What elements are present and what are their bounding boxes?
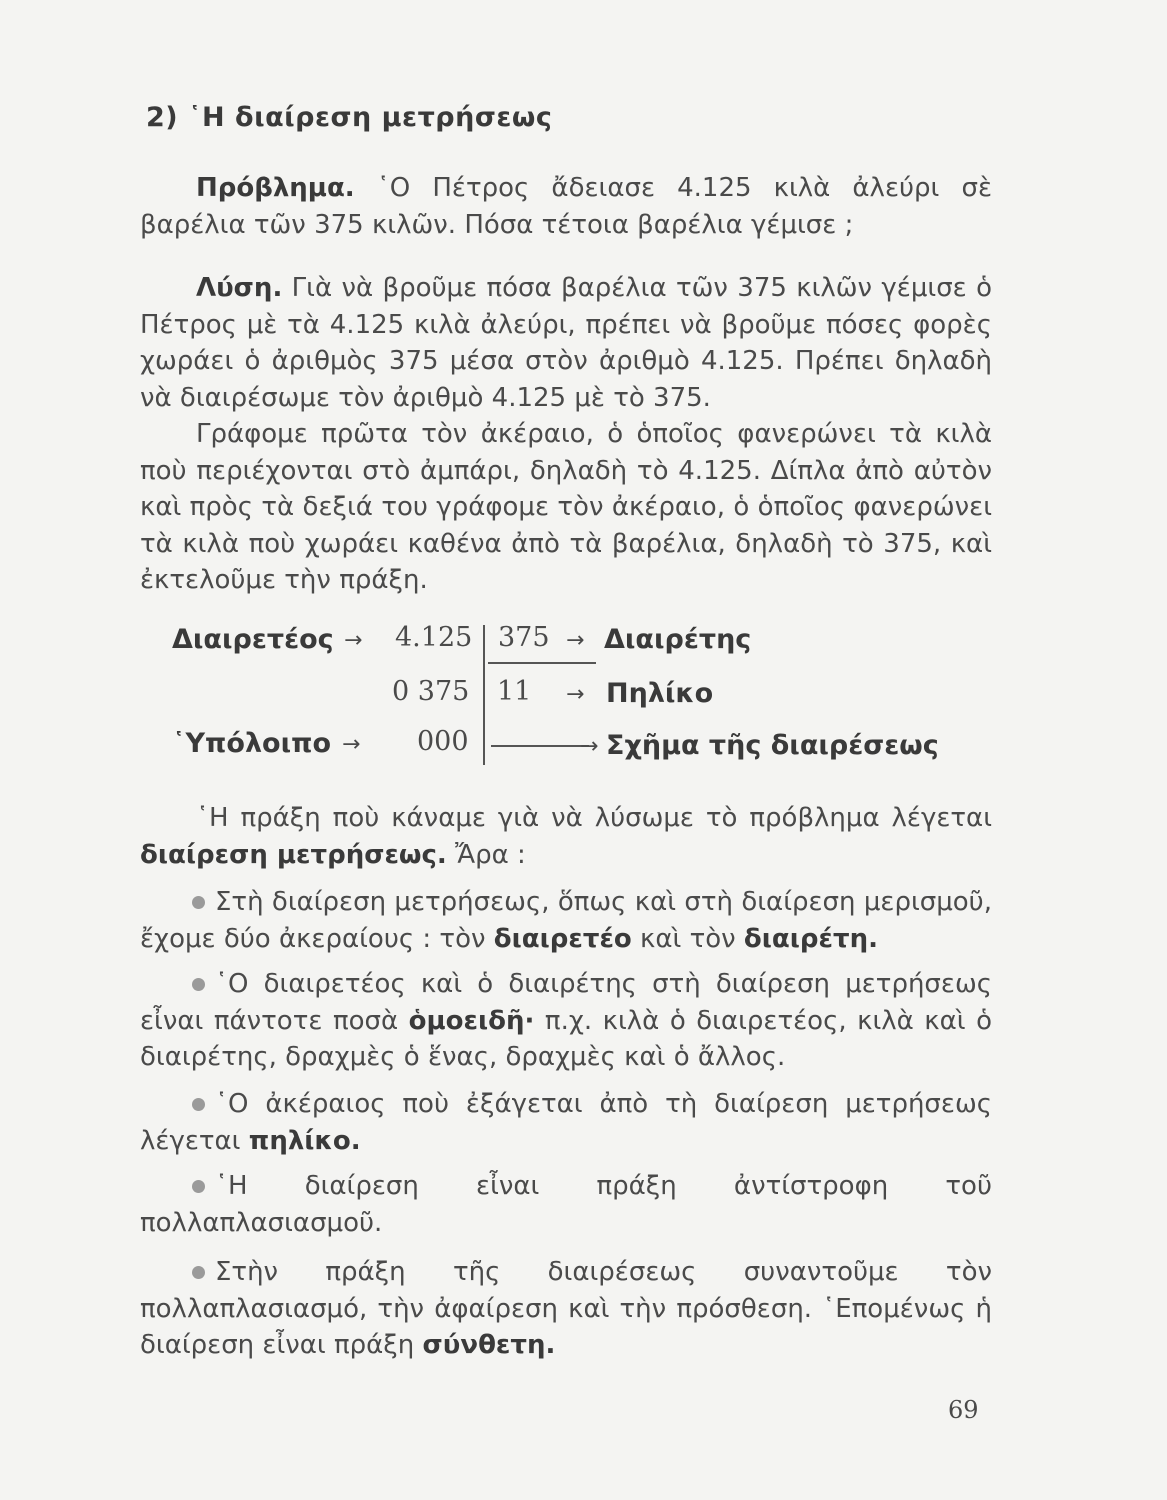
- bullet-icon: [192, 896, 205, 909]
- rule-term: διαιρετέο: [493, 923, 632, 954]
- partial-value: 0 375: [392, 676, 470, 707]
- arrow-icon: →: [566, 628, 585, 653]
- arrow-icon: →: [580, 734, 599, 759]
- rule-text: ῾Η διαίρεση εἶναι πράξη ἀντίστροφη τοῦ πολλαπλασιασμοῦ.: [140, 1171, 992, 1238]
- dividend-label: Διαιρετέος: [172, 624, 334, 655]
- rule-text: ῾Ο ἀκέραιος ποὺ ἐξάγεται ἀπὸ τὴ διαίρεση μετρήσεως λέγεται: [140, 1089, 992, 1156]
- rule-item: [140, 1086, 992, 1159]
- conclusion-paragraph: [140, 800, 992, 873]
- conclusion-term: διαίρεση μετρήσεως.: [140, 839, 447, 870]
- division-horizontal-line: [488, 662, 596, 664]
- divisor-label: Διαιρέτης: [604, 624, 752, 655]
- scheme-label: Σχῆμα τῆς διαιρέσεως: [606, 730, 939, 761]
- bullet-icon: [192, 1098, 205, 1111]
- rule-text: π.χ. κιλὰ ὁ διαιρετέος, κιλὰ καὶ ὁ διαιρέτης, δραχμὲς ὁ ἕνας, δραχμὲς καὶ ὁ ἄλλος.: [140, 1005, 992, 1072]
- bullet-icon: [192, 1180, 205, 1193]
- scheme-line: [491, 745, 589, 747]
- rule-item: [140, 1168, 992, 1241]
- bullet-icon: [192, 978, 205, 991]
- solution-text: Γιὰ νὰ βροῦμε πόσα βαρέλια τῶν 375 κιλῶν γέμισε ὁ Πέτρος μὲ τὰ 4.125 κιλὰ ἀλεύρι, πρέπει νὰ βροῦμε πόσες φορὲς χωράει ὁ ἀριθμὸς 375 μέσα στὸν ἀριθμὸ 4.125. Πρέπει δηλαδὴ νὰ διαιρέσωμε τὸν ἀριθμὸ 4.125 μὲ τὸ 375.: [140, 273, 992, 413]
- rule-term: πηλίκο.: [248, 1125, 361, 1156]
- rule-term: ὁμοειδῆ·: [408, 1005, 535, 1036]
- rule-text: ῾Ο διαιρετέος καὶ ὁ διαιρέτης στὴ διαίρεση μετρήσεως εἶναι πάντοτε ποσὰ: [140, 969, 992, 1036]
- section-title: 2) ῾Η διαίρεση μετρήσεως: [146, 102, 553, 133]
- remainder-label: ῾Υπόλοιπο: [172, 728, 332, 759]
- rule-item: [140, 1254, 992, 1364]
- divisor-value: 375: [498, 622, 550, 653]
- bullet-icon: [192, 1266, 205, 1279]
- problem-paragraph: [140, 170, 992, 243]
- conclusion-tail: Ἄρα :: [446, 839, 526, 870]
- problem-label: Πρόβλημα.: [196, 173, 355, 203]
- rule-text: Στὴ διαίρεση μετρήσεως, ὅπως καὶ στὴ διαίρεση μερισμοῦ, ἔχομε δύο ἀκεραίους : τὸν: [140, 887, 992, 954]
- remainder-value: 000: [417, 726, 469, 757]
- arrow-icon: →: [344, 628, 363, 653]
- problem-text: ῾Ο Πέτρος ἄδειασε 4.125 κιλὰ ἀλεύρι σὲ βαρέλια τῶν 375 κιλῶν. Πόσα τέτοια βαρέλια γέμισε ;: [140, 173, 992, 240]
- rule-term: διαιρέτη.: [743, 923, 878, 954]
- page-number: 69: [948, 1396, 979, 1424]
- dividend-value: 4.125: [395, 622, 473, 653]
- rule-text: Στὴν πράξη τῆς διαιρέσεως συναντοῦμε τὸν πολλαπλασιασμό, τὴν ἀφαίρεση καὶ τὴν πρόσθεση. ῾Επομένως ἡ διαίρεση εἶναι πράξη: [140, 1257, 992, 1360]
- quotient-label: Πηλίκο: [606, 678, 714, 709]
- rule-item: [140, 884, 992, 957]
- procedure-paragraph: Γράφομε πρῶτα τὸν ἀκέραιο, ὁ ὁποῖος φανερώνει τὰ κιλὰ ποὺ περιέχονται στὸ ἀμπάρι, δηλαδὴ τὸ 4.125. Δίπλα ἀπὸ αὐτὸν καὶ πρὸς τὰ δεξιά του γράφομε τὸν ἀκέραιο, ὁ ὁποῖος φανερώνει τὰ κιλὰ ποὺ χωράει καθένα ἀπὸ τὰ βαρέλια, δηλαδὴ τὸ 375, καὶ ἐκτελοῦμε τὴν πράξη.: [140, 419, 992, 595]
- solution-label: Λύση.: [196, 273, 283, 303]
- arrow-icon: →: [566, 682, 585, 707]
- rule-text: καὶ τὸν: [631, 923, 744, 954]
- rule-term: σύνθετη.: [422, 1330, 556, 1360]
- conclusion-text: ῾Η πράξη ποὺ κάναμε γιὰ νὰ λύσωμε τὸ πρόβλημα λέγεται: [196, 803, 992, 833]
- rule-item: [140, 966, 992, 1076]
- division-vertical-line: [483, 625, 485, 765]
- solution-paragraph: [140, 270, 992, 416]
- arrow-icon: →: [342, 732, 361, 757]
- quotient-value: 11: [497, 676, 532, 707]
